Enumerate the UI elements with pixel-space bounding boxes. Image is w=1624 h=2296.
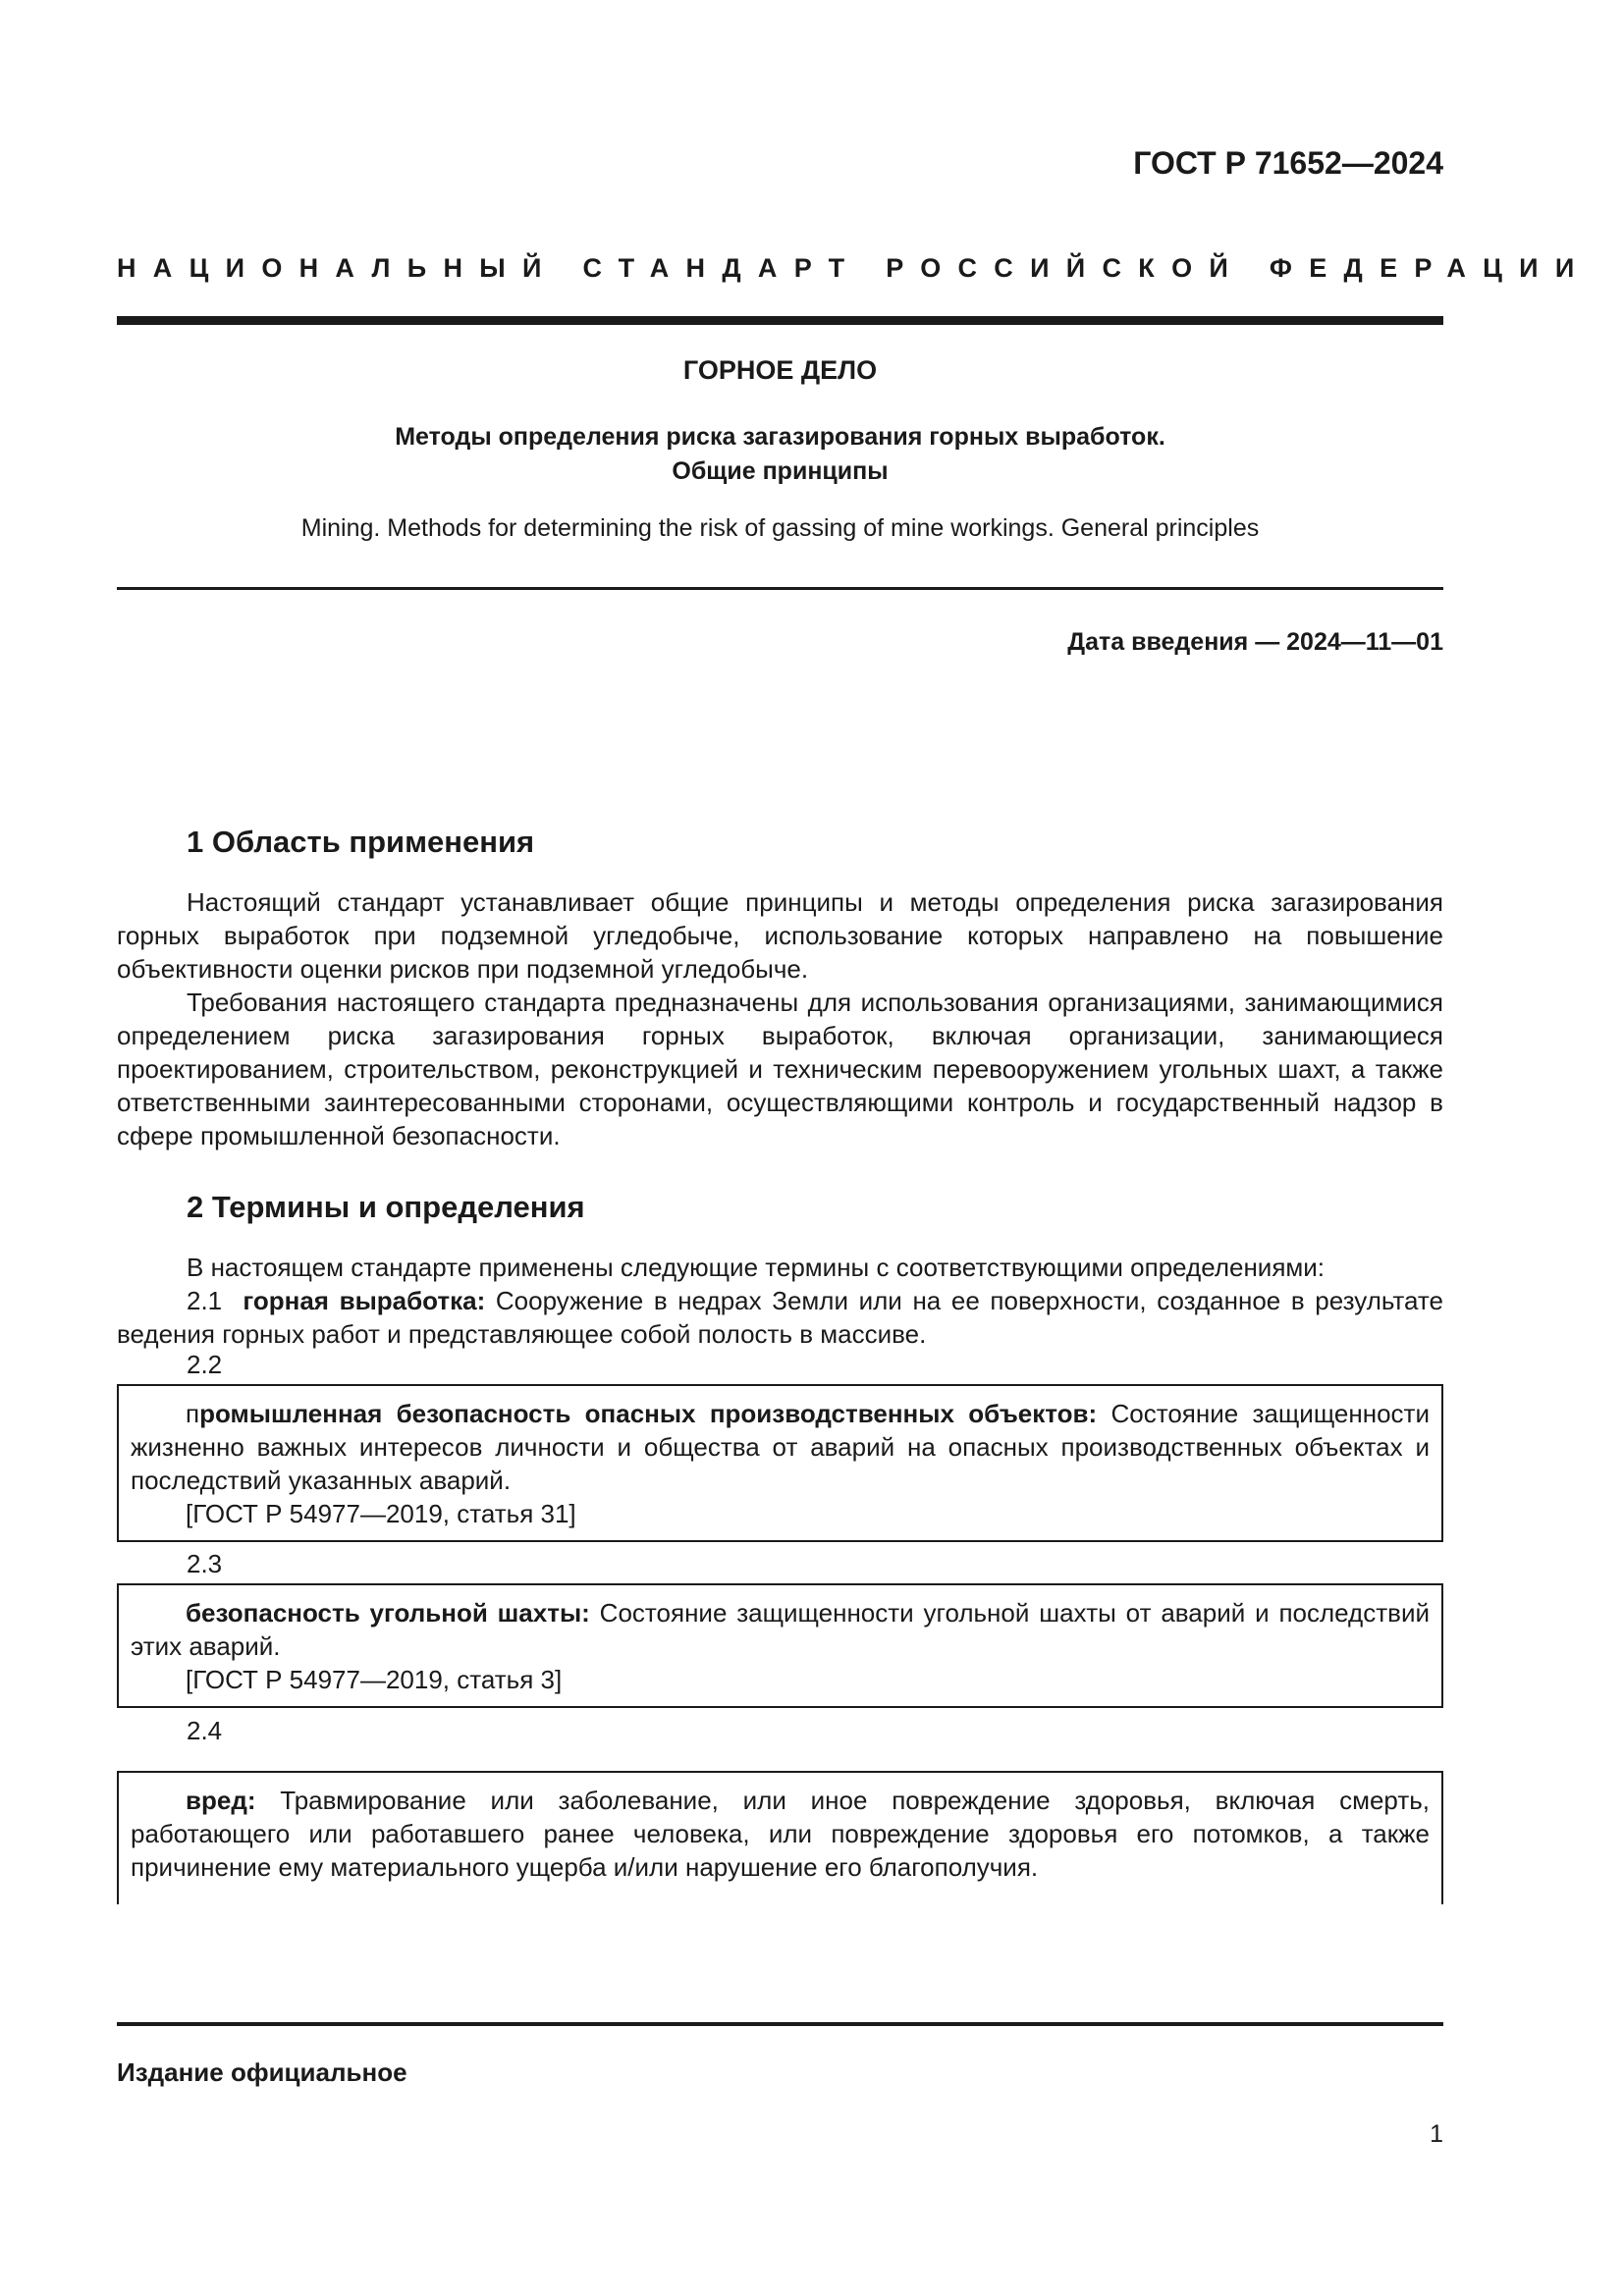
term-2-2-term-prefix: п (186, 1399, 200, 1428)
term-2-3-box (117, 1583, 1443, 1708)
section-1-paragraph-1: Настоящий стандарт устанавливает общие принципы и методы определения риска загазирования горных выработок при подземной угледобыче, использование которых направлено на повышение объективности оценки рисков при подземной угледобыче. (117, 887, 1443, 984)
term-2-4-number: 2.4 (187, 1716, 223, 1745)
section-2-heading: 2 Термины и определения (187, 1190, 585, 1224)
term-2-4-text (131, 1784, 1430, 1884)
section-2-intro-block (117, 1251, 1443, 1351)
section-1-paragraph-2: Требования настоящего стандарта предназначены для использования организациями, занимающимися определением риска загазирования горных выработок, включая организации, занимающиеся проектированием, строительством, реконструкцией и техническим перевооружением угольных шахт, а также ответственными заинтересованными сторонами, осуществляющими контроль и государственный надзор в сфере промышленной безопасности. (117, 988, 1443, 1150)
term-2-2-term: ромышленная безопасность опасных производственных объектов: (199, 1399, 1098, 1428)
term-2-3-text (131, 1596, 1430, 1663)
term-2-3-number: 2.3 (187, 1549, 223, 1578)
title-divider (117, 587, 1443, 590)
national-standard-banner: НАЦИОНАЛЬНЫЙ СТАНДАРТ РОССИЙСКОЙ ФЕДЕРАЦИИ (117, 253, 1592, 283)
document-title: ГОРНОЕ ДЕЛО (682, 355, 878, 385)
thick-divider (117, 316, 1443, 325)
official-edition-label: Издание официальное (117, 2057, 407, 2087)
footer-divider (117, 2022, 1443, 2026)
subtitle-line-2: Общие принципы (672, 457, 889, 485)
term-2-1 (117, 1284, 1443, 1351)
section-1-body (117, 885, 1443, 1152)
term-2-3-term: безопасность угольной шахты: (186, 1598, 590, 1628)
term-2-1-term: горная выработка: (243, 1286, 486, 1315)
term-2-4-box (117, 1771, 1443, 1904)
section-2-intro: В настоящем стандарте применены следующие термины с соответствующими определениями: (187, 1253, 1326, 1282)
term-2-3-definition: Состояние защищенности угольной шахты от аварий и последствий этих аварий. (131, 1598, 1430, 1661)
term-2-1-number: 2.1 (187, 1286, 223, 1315)
subtitle-line-1: Методы определения риска загазирования горных выработок. (395, 423, 1165, 451)
term-2-2-definition: Состояние защищенности жизненно важных интересов личности и общества от аварий на опасных производственных объектах и последствий указанных аварий. (131, 1399, 1430, 1495)
english-title: Mining. Methods for determining the risk of gassing of mine workings. General principles (300, 514, 1260, 542)
document-subtitle (117, 420, 1443, 489)
gost-number: ГОСТ Р 71652—2024 (1133, 145, 1443, 181)
term-2-2-box (117, 1384, 1443, 1542)
term-2-2-reference: [ГОСТ Р 54977—2019, статья 31] (186, 1499, 576, 1528)
term-2-2-text (131, 1397, 1430, 1497)
term-2-4-definition: Травмирование или заболевание, или иное повреждение здоровья, включая смерть, работающего или работавшего ранее человека, или повреждение здоровья его потомков, а также причинение ему материального ущерба и/или нарушение его благополучия. (131, 1786, 1430, 1882)
page-number: 1 (1430, 2120, 1443, 2148)
term-2-2-number: 2.2 (187, 1350, 223, 1379)
section-1-heading: 1 Область применения (187, 825, 535, 859)
term-2-4-term: вред: (186, 1786, 256, 1815)
term-2-1-definition: Сооружение в недрах Земли или на ее поверхности, созданное в результате ведения горных работ и представляющее собой полость в массиве. (117, 1286, 1443, 1349)
term-2-3-reference: [ГОСТ Р 54977—2019, статья 3] (186, 1665, 563, 1694)
introduction-date: Дата введения — 2024—11—01 (1067, 628, 1443, 656)
